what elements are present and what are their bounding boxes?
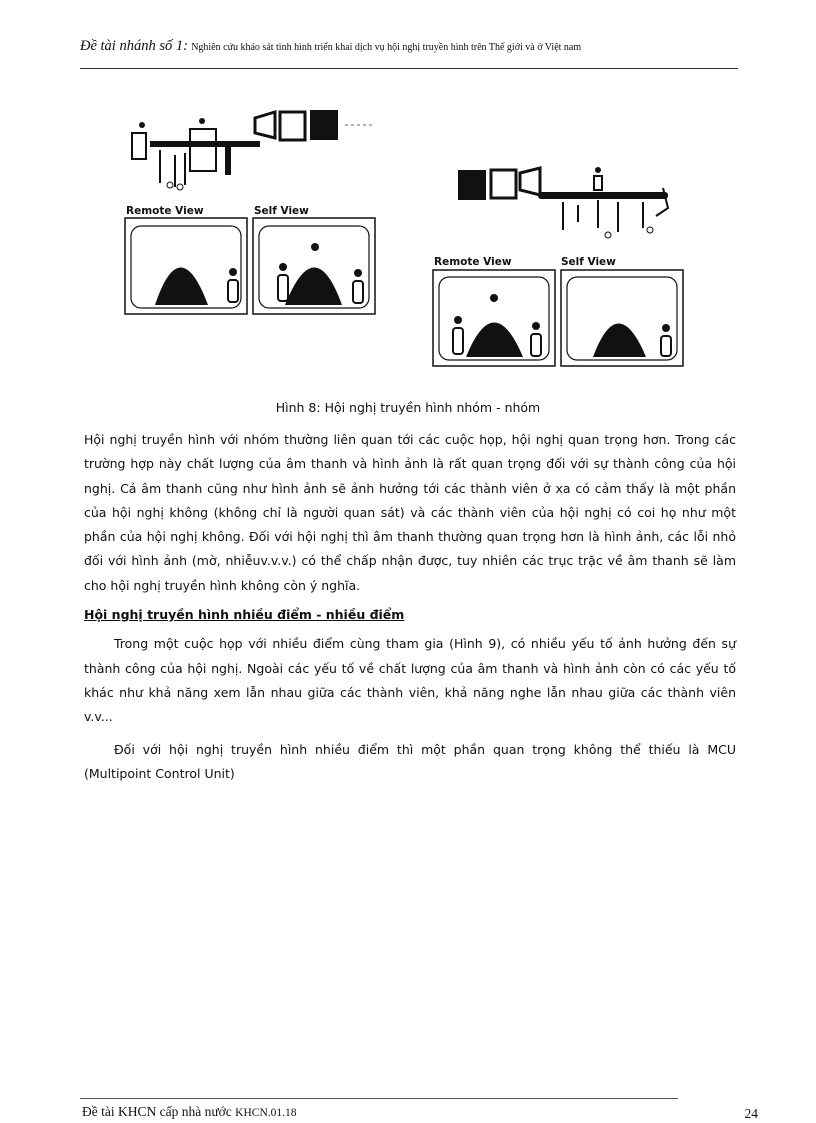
figure-left	[120, 105, 390, 320]
page-footer	[82, 1104, 297, 1120]
right-self-view-label: Self View	[561, 256, 616, 268]
page-header	[80, 38, 732, 55]
section-heading: Hội nghị truyền hình nhiều điểm - nhiều điểm	[84, 607, 405, 623]
figure-caption: Hình 8: Hội nghị truyền hình nhóm - nhóm	[275, 400, 541, 415]
paragraph-3: Đối với hội nghị truyền hình nhiều điểm thì một phần quan trọng không thể thiếu là MCU (Multipoint Control Unit)	[84, 741, 736, 781]
paragraph-2: Trong một cuộc họp với nhiều điểm cùng tham gia (Hình 9), có nhiều yếu tố ảnh hưởng đến sự thành công của hội nghị. Ngoài các yếu tố về chất lượng của âm thanh và hình ảnh còn có các yếu tố khác như khả năng xem lẫn nhau giữa các thành viên, khả năng nghe lẫn nhau giữa các thành viên v.v...	[84, 636, 736, 725]
paragraph-1: Hội nghị truyền hình với nhóm thường liên quan tới các cuộc họp, hội nghị quan trọng hơn. Trong các trường hợp này chất lượng của âm thanh và hình ảnh là rất quan trọng đối với sự thành công của hội nghị. Cả âm thanh cũng như hình ảnh sẽ ảnh hưởng tới các thành viên ở xa có cảm thấy là một phần của hội nghị không (không chỉ là người quan sát) và các thành viên của hội nghị có coi họ như một phần của hội nghị không. Đối với hội nghị thì âm thanh thường quan trọng hơn là hình ảnh, các lỗi nhỏ đối với hình ảnh (mờ, nhiễuv.v.v.) có thể chấp nhận được, tuy nhiên các trục trặc về âm thanh sẽ làm cho hội nghị truyền hình không còn ý nghĩa.	[84, 432, 736, 593]
header-rule	[80, 68, 738, 69]
right-remote-view-label: Remote View	[434, 256, 512, 268]
figure-right	[428, 160, 688, 370]
body-text	[84, 428, 736, 786]
left-self-view-label: Self View	[254, 205, 309, 217]
header-lead: Đề tài nhánh số 1:	[80, 38, 188, 54]
left-remote-view-label: Remote View	[126, 205, 204, 217]
footer-text: Đề tài KHCN cấp nhà nước	[82, 1104, 232, 1119]
page-number: 24	[744, 1106, 758, 1121]
footer-rule	[80, 1098, 678, 1099]
footer-code: KHCN.01.18	[235, 1107, 297, 1119]
header-text: Nghiên cứu khảo sát tình hình triển khai dịch vụ hội nghị truyền hình trên Thế giới và ở Việt nam	[191, 42, 582, 53]
